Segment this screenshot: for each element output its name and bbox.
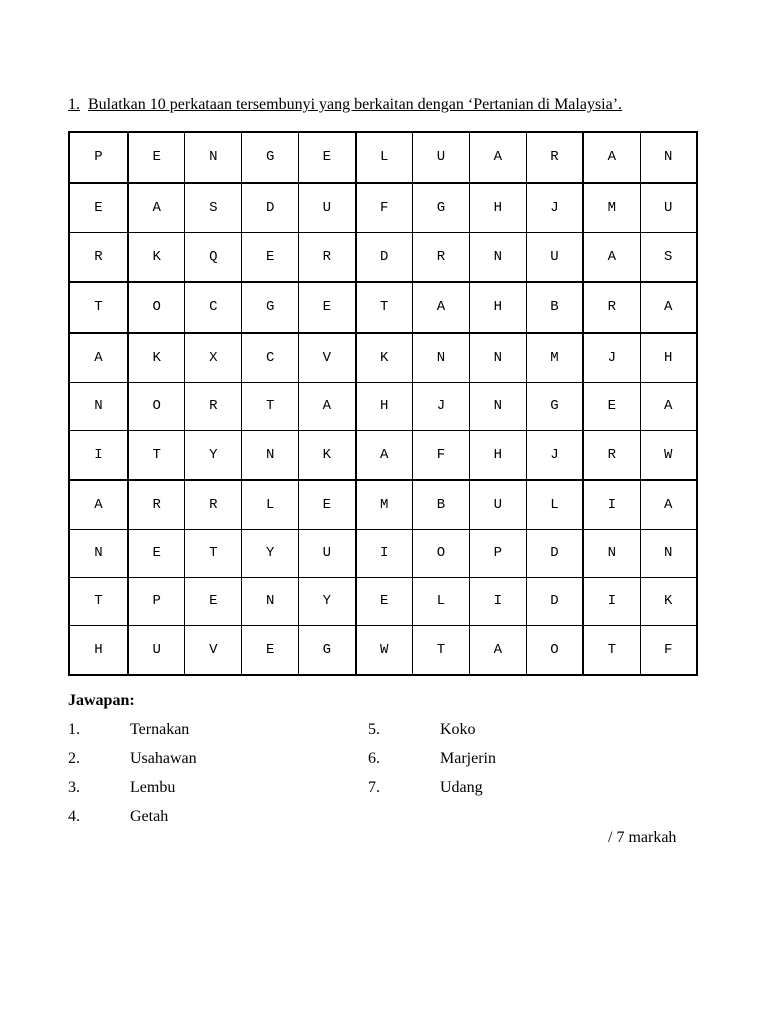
grid-cell: U [526,232,583,281]
grid-cell: H [469,282,526,333]
grid-cell: O [128,282,185,333]
grid-cell: E [242,232,299,281]
answer-word: Getah [130,808,169,825]
grid-row [69,430,697,479]
grid-cell: A [640,382,697,430]
grid-cell: F [412,430,469,479]
answer-word: Usahawan [130,750,197,767]
grid-cell: T [356,282,413,333]
grid-cell: L [242,480,299,529]
grid-cell: O [412,529,469,577]
grid-cell: R [69,232,128,281]
grid-cell: B [412,480,469,529]
grid-cell: R [299,232,356,281]
grid-cell: M [583,183,640,232]
grid-cell: T [583,625,640,675]
grid-cell: E [185,577,242,625]
grid-cell: N [242,430,299,479]
grid-row [69,333,697,382]
grid-cell: V [185,625,242,675]
grid-row [69,183,697,232]
grid-cell: I [356,529,413,577]
answer-item [68,779,268,799]
grid-cell: O [128,382,185,430]
answer-word: Lembu [130,779,176,796]
grid-row [69,529,697,577]
grid-row [69,282,697,333]
instruction [68,96,622,114]
grid-cell: A [69,480,128,529]
grid-cell: T [242,382,299,430]
answer-number: 3. [68,779,80,796]
grid-cell: M [526,333,583,382]
grid-cell: U [299,183,356,232]
grid-cell: K [128,333,185,382]
grid-cell: H [469,183,526,232]
grid-row [69,132,697,183]
answer-word: Marjerin [440,750,496,767]
grid-cell: G [526,382,583,430]
grid-cell: W [640,430,697,479]
grid-cell: E [583,382,640,430]
grid-row [69,480,697,529]
grid-cell: H [640,333,697,382]
grid-cell: E [299,132,356,183]
answer-number: 7. [368,779,380,796]
grid-cell: G [242,132,299,183]
grid-cell: A [469,625,526,675]
grid-cell: A [469,132,526,183]
grid-cell: E [128,529,185,577]
grid-cell: I [583,577,640,625]
grid-cell: H [469,430,526,479]
grid-cell: T [69,282,128,333]
answer-word: Ternakan [130,721,190,738]
score-label: / 7 markah [608,829,677,846]
answer-item [368,779,568,799]
grid-cell: A [640,480,697,529]
grid-cell: P [469,529,526,577]
grid-cell: R [583,282,640,333]
grid-cell: F [356,183,413,232]
answer-number: 4. [68,808,80,825]
grid-cell: R [583,430,640,479]
answer-number: 1. [68,721,80,738]
grid-cell: N [583,529,640,577]
grid-cell: B [526,282,583,333]
grid-cell: E [356,577,413,625]
grid-cell: T [128,430,185,479]
grid-cell: N [185,132,242,183]
question-number: 1. [68,96,80,113]
grid-cell: N [469,333,526,382]
answer-word: Koko [440,721,476,738]
grid-cell: Y [242,529,299,577]
grid-cell: N [412,333,469,382]
answer-number: 5. [368,721,380,738]
grid-cell: C [242,333,299,382]
grid-cell: P [69,132,128,183]
answer-item [68,721,268,741]
grid-cell: L [412,577,469,625]
answer-item [368,721,568,741]
grid-cell: A [583,132,640,183]
answer-item [368,750,568,770]
word-search-grid [68,131,698,676]
grid-cell: E [69,183,128,232]
grid-cell: A [583,232,640,281]
grid-cell: U [412,132,469,183]
grid-cell: R [185,382,242,430]
grid-row [69,382,697,430]
grid-cell: E [242,625,299,675]
grid-cell: N [469,382,526,430]
grid-cell: D [242,183,299,232]
grid-cell: J [526,430,583,479]
answer-word: Udang [440,779,483,796]
grid-cell: R [185,480,242,529]
grid-cell: I [469,577,526,625]
grid-cell: K [299,430,356,479]
answer-number: 6. [368,750,380,767]
grid-cell: D [356,232,413,281]
grid-cell: A [299,382,356,430]
grid-row [69,577,697,625]
grid-cell: E [128,132,185,183]
grid-cell: K [640,577,697,625]
answer-item [68,808,268,828]
grid-cell: U [128,625,185,675]
grid-cell: N [640,132,697,183]
grid-cell: H [69,625,128,675]
grid-cell: K [128,232,185,281]
grid-cell: A [69,333,128,382]
grid-cell: U [469,480,526,529]
grid-cell: N [469,232,526,281]
grid-cell: I [583,480,640,529]
grid-cell: T [69,577,128,625]
grid-cell: G [299,625,356,675]
grid-row [69,232,697,281]
grid-cell: U [640,183,697,232]
grid-cell: L [356,132,413,183]
grid-cell: Y [299,577,356,625]
grid-cell: D [526,529,583,577]
grid-cell: R [412,232,469,281]
grid-cell: J [412,382,469,430]
instruction-text: Bulatkan 10 perkataan tersembunyi yang berkaitan dengan ‘Pertanian di Malaysia’. [88,96,623,113]
grid-cell: D [526,577,583,625]
grid-cell: P [128,577,185,625]
grid-row [69,625,697,675]
grid-cell: C [185,282,242,333]
grid-cell: S [185,183,242,232]
grid-cell: G [242,282,299,333]
grid-cell: V [299,333,356,382]
grid-cell: E [299,480,356,529]
grid-cell: X [185,333,242,382]
grid-cell: M [356,480,413,529]
grid-cell: Y [185,430,242,479]
grid-cell: N [640,529,697,577]
grid-cell: Q [185,232,242,281]
grid-cell: R [128,480,185,529]
grid-cell: U [299,529,356,577]
grid-cell: N [242,577,299,625]
answers-title: Jawapan: [68,692,135,709]
grid-cell: W [356,625,413,675]
grid-cell: A [640,282,697,333]
grid-cell: F [640,625,697,675]
grid-cell: T [185,529,242,577]
grid-cell: N [69,529,128,577]
grid-cell: N [69,382,128,430]
answer-number: 2. [68,750,80,767]
grid-cell: A [356,430,413,479]
grid-cell: A [128,183,185,232]
grid-cell: R [526,132,583,183]
grid-cell: I [69,430,128,479]
grid-cell: H [356,382,413,430]
grid-cell: J [526,183,583,232]
grid-cell: L [526,480,583,529]
answer-item [68,750,268,770]
grid-cell: J [583,333,640,382]
grid-cell: S [640,232,697,281]
grid-cell: E [299,282,356,333]
grid-cell: G [412,183,469,232]
grid-cell: T [412,625,469,675]
grid-cell: A [412,282,469,333]
grid-cell: K [356,333,413,382]
grid-cell: O [526,625,583,675]
